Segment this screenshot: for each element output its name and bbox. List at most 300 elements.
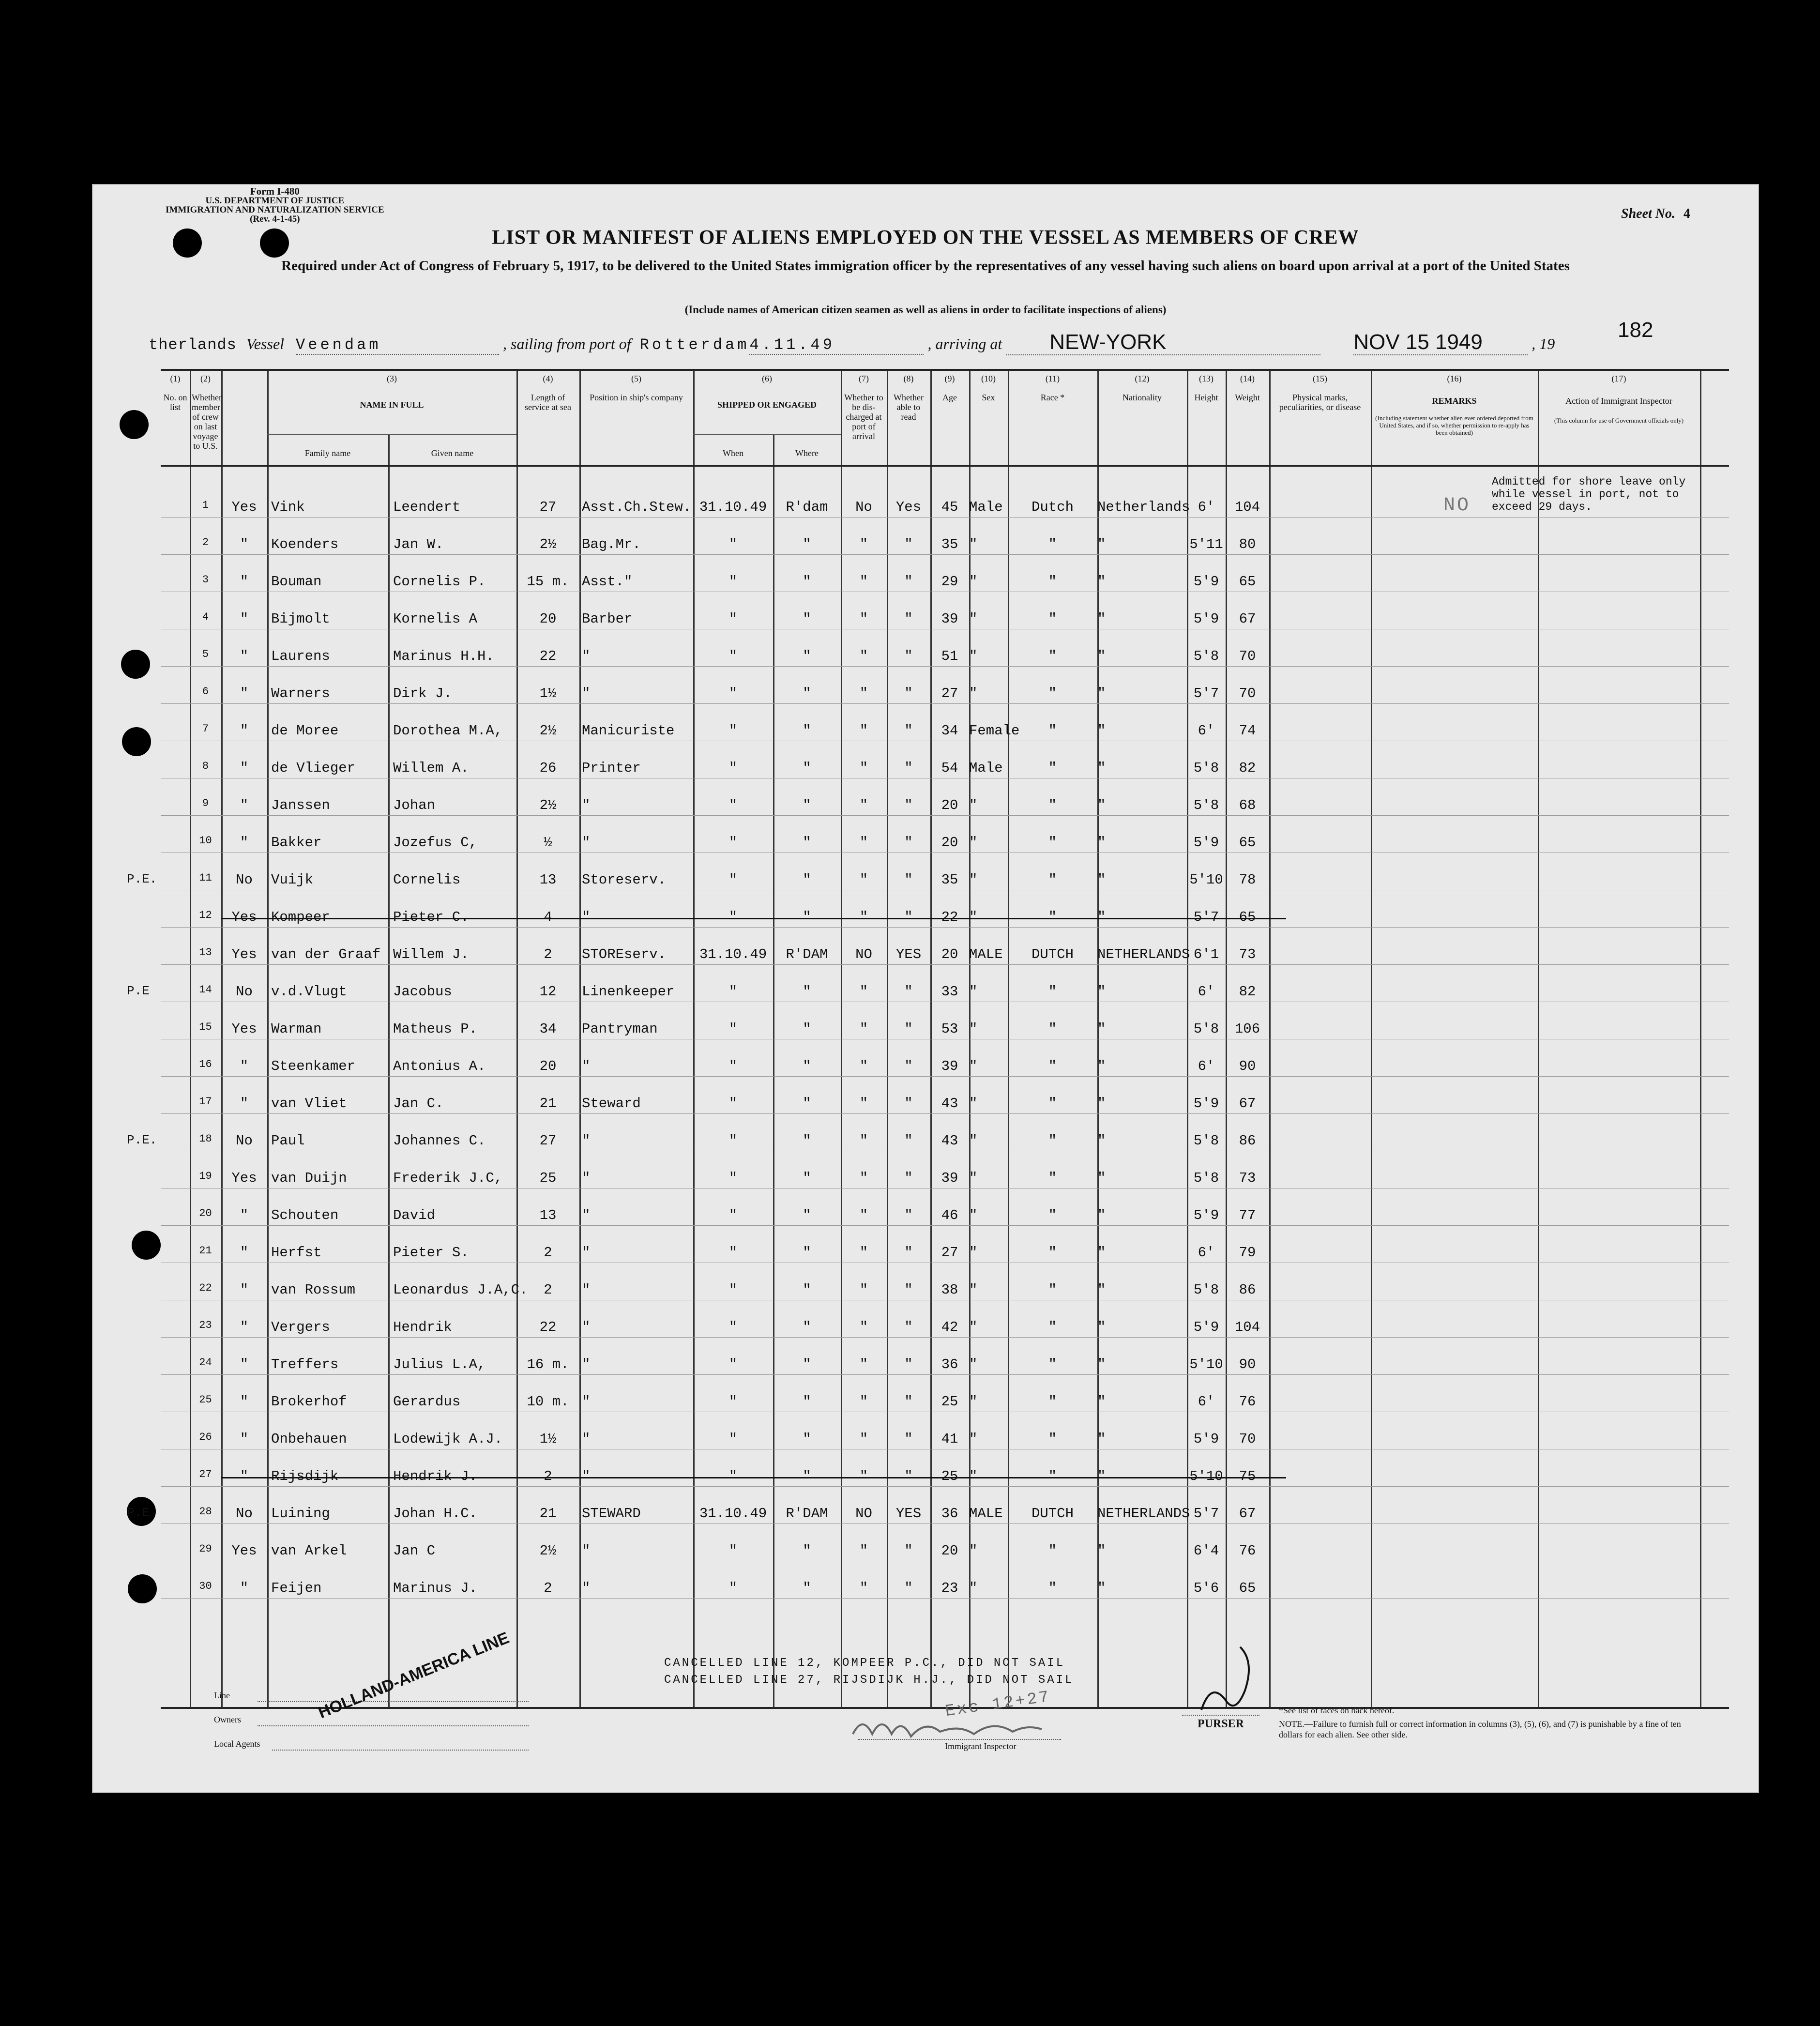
cell-fam: Koenders bbox=[271, 536, 339, 552]
cell-sex: " bbox=[969, 1319, 978, 1335]
cell-when: " bbox=[728, 1133, 738, 1149]
cell-n: 14 bbox=[199, 984, 212, 996]
cell-ht: 5'11 bbox=[1189, 536, 1223, 552]
cell-n: 17 bbox=[199, 1096, 212, 1108]
cell-read: " bbox=[904, 648, 913, 664]
cell-when: " bbox=[728, 872, 738, 888]
cell-nat: " bbox=[1097, 760, 1106, 776]
cell-dis: " bbox=[859, 835, 868, 851]
cell-pos: " bbox=[582, 797, 591, 813]
column-number: (15) bbox=[1313, 374, 1327, 383]
cell-pos: STEWARD bbox=[582, 1506, 641, 1522]
cell-dis: No bbox=[855, 499, 872, 515]
column-number: (4) bbox=[543, 374, 553, 383]
cell-dis: " bbox=[859, 1096, 868, 1112]
cell-giv: Leonardus J.A,C. bbox=[393, 1282, 528, 1298]
cell-fam: van der Graaf bbox=[271, 946, 381, 962]
column-number: (11) bbox=[1045, 374, 1060, 383]
cell-race: " bbox=[1048, 574, 1057, 590]
cell-where: " bbox=[803, 648, 811, 664]
cell-age: 25 bbox=[941, 1394, 958, 1410]
cell-nat: " bbox=[1097, 1394, 1106, 1410]
cell-ht: 6' bbox=[1198, 499, 1215, 515]
cell-where: " bbox=[803, 760, 811, 776]
cell-pos: " bbox=[582, 1468, 591, 1484]
cell-sex: Male bbox=[969, 499, 1003, 515]
cell-nat: " bbox=[1097, 685, 1106, 701]
cell-race: " bbox=[1048, 1319, 1057, 1335]
cell-dis: " bbox=[859, 574, 868, 590]
cell-len: 13 bbox=[539, 1207, 557, 1223]
exception-note: Exc 12+27 bbox=[944, 1688, 1052, 1721]
cell-age: 46 bbox=[941, 1207, 958, 1223]
cell-fam: Warners bbox=[271, 685, 330, 701]
cell-age: 36 bbox=[941, 1506, 958, 1522]
cell-voy: " bbox=[240, 1394, 249, 1410]
cell-nat: " bbox=[1097, 723, 1106, 739]
cell-where: " bbox=[803, 872, 811, 888]
cell-giv: Jan W. bbox=[393, 536, 444, 552]
row-divider bbox=[161, 703, 1729, 704]
cell-n: 28 bbox=[199, 1506, 212, 1518]
cell-len: 27 bbox=[539, 1133, 557, 1149]
cell-pos: " bbox=[582, 1431, 591, 1447]
cell-wt: 73 bbox=[1239, 1170, 1256, 1186]
sailing-label: , sailing from port of bbox=[503, 335, 631, 352]
cell-sex: " bbox=[969, 835, 978, 851]
cell-voy: " bbox=[240, 1096, 249, 1112]
cell-when: " bbox=[728, 685, 738, 701]
cell-n: 12 bbox=[199, 909, 212, 921]
cell-voy: " bbox=[240, 1282, 249, 1298]
cell-when: " bbox=[728, 760, 738, 776]
cell-pos: " bbox=[582, 1356, 591, 1372]
cell-when: " bbox=[728, 648, 738, 664]
cell-when: " bbox=[728, 1319, 738, 1335]
column-number: (9) bbox=[944, 374, 955, 383]
cell-where: " bbox=[803, 1394, 811, 1410]
column-header-sex: Sex bbox=[982, 393, 995, 402]
cell-read: " bbox=[904, 1133, 913, 1149]
cell-dis: " bbox=[859, 1356, 868, 1372]
purser-label: PURSER bbox=[1182, 1715, 1259, 1731]
cell-n: 4 bbox=[202, 611, 209, 623]
cell-voy: " bbox=[240, 797, 249, 813]
vessel-name: Veendam bbox=[296, 336, 499, 355]
cell-giv: Jan C bbox=[393, 1543, 436, 1559]
column-header-member-last-voyage: Whether member of crew on last voyage to U.S. bbox=[192, 393, 222, 451]
cell-read: " bbox=[904, 1580, 913, 1596]
cell-giv: Johannes C. bbox=[393, 1133, 486, 1149]
cell-ht: 5'9 bbox=[1193, 1319, 1219, 1335]
cell-age: 51 bbox=[941, 648, 958, 664]
cell-race: " bbox=[1048, 1282, 1057, 1298]
cell-dis: " bbox=[859, 1021, 868, 1037]
cell-when: " bbox=[728, 1245, 738, 1261]
pe-mark: P.E. bbox=[127, 1133, 157, 1147]
cell-race: " bbox=[1048, 611, 1057, 627]
cell-age: 34 bbox=[941, 723, 958, 739]
column-header-action: Action of Immigrant Inspector bbox=[1565, 396, 1672, 406]
cell-age: 20 bbox=[941, 1543, 958, 1559]
cell-fam: v.d.Vlugt bbox=[271, 984, 347, 1000]
cell-wt: 74 bbox=[1239, 723, 1256, 739]
cell-where: " bbox=[803, 1096, 811, 1112]
cell-pos: Barber bbox=[582, 611, 633, 627]
cell-pos: Printer bbox=[582, 760, 641, 776]
cell-giv: Lodewijk A.J. bbox=[393, 1431, 503, 1447]
cell-read: " bbox=[904, 835, 913, 851]
page-title: LIST OR MANIFEST OF ALIENS EMPLOYED ON THE VESSEL AS MEMBERS OF CREW bbox=[492, 227, 1359, 249]
cell-giv: Willem J. bbox=[393, 946, 469, 962]
cell-race: " bbox=[1048, 536, 1057, 552]
cell-giv: Pieter S. bbox=[393, 1245, 469, 1261]
cell-dis: " bbox=[859, 1394, 868, 1410]
cell-read: YES bbox=[895, 1506, 922, 1522]
cell-giv: Gerardus bbox=[393, 1394, 461, 1410]
cell-sex: " bbox=[969, 574, 978, 590]
cell-wt: 65 bbox=[1239, 1580, 1256, 1596]
cell-ht: 5'7 bbox=[1193, 909, 1219, 925]
cell-pos: Storeserv. bbox=[582, 872, 667, 888]
cell-giv: Jacobus bbox=[393, 984, 452, 1000]
cell-ht: 5'7 bbox=[1193, 1506, 1219, 1522]
column-header-position: Position in ship's company bbox=[590, 393, 683, 402]
cell-where: " bbox=[803, 1580, 811, 1596]
cell-giv: Dorothea M.A, bbox=[393, 723, 503, 739]
cell-nat: " bbox=[1097, 536, 1106, 552]
cell-ht: 5'9 bbox=[1193, 574, 1219, 590]
manifest-number: 182 bbox=[1618, 318, 1653, 342]
cell-age: 43 bbox=[941, 1133, 958, 1149]
cell-len: 12 bbox=[539, 984, 557, 1000]
cell-race: " bbox=[1048, 760, 1057, 776]
cell-fam: Bakker bbox=[271, 835, 322, 851]
cell-where: R'DAM bbox=[786, 946, 828, 962]
cell-voy: Yes bbox=[231, 1021, 257, 1037]
cell-giv: Frederik J.C, bbox=[393, 1170, 503, 1186]
cell-len: ½ bbox=[544, 835, 552, 851]
cell-n: 21 bbox=[199, 1245, 212, 1257]
cell-nat: " bbox=[1097, 1096, 1106, 1112]
cell-age: 39 bbox=[941, 611, 958, 627]
cell-read: " bbox=[904, 536, 913, 552]
cell-ht: 5'8 bbox=[1193, 1133, 1219, 1149]
cell-read: " bbox=[904, 1431, 913, 1447]
cell-fam: de Moree bbox=[271, 723, 339, 739]
manifest-table bbox=[127, 369, 1729, 1709]
cell-len: 13 bbox=[539, 872, 557, 888]
cell-race: " bbox=[1048, 872, 1057, 888]
cell-sex: " bbox=[969, 1431, 978, 1447]
cell-where: " bbox=[803, 1021, 811, 1037]
cell-n: 26 bbox=[199, 1431, 212, 1443]
cell-age: 42 bbox=[941, 1319, 958, 1335]
cell-pos: " bbox=[582, 1170, 591, 1186]
cell-fam: van Arkel bbox=[271, 1543, 347, 1559]
cell-when: " bbox=[728, 536, 738, 552]
cell-ht: 5'8 bbox=[1193, 760, 1219, 776]
cell-giv: Johan H.C. bbox=[393, 1506, 478, 1522]
cancel-note-2: CANCELLED LINE 27, RIJSDIJK H.J., DID NOT SAIL bbox=[664, 1674, 1074, 1687]
cell-dis: " bbox=[859, 1580, 868, 1596]
column-number: (12) bbox=[1135, 374, 1150, 383]
cell-dis: " bbox=[859, 1133, 868, 1149]
cell-dis: " bbox=[859, 797, 868, 813]
cell-read: " bbox=[904, 1021, 913, 1037]
cell-wt: 77 bbox=[1239, 1207, 1256, 1223]
revision: (Rev. 4-1-45) bbox=[250, 214, 300, 224]
cell-read: " bbox=[904, 1170, 913, 1186]
cell-dis: " bbox=[859, 536, 868, 552]
cell-race: " bbox=[1048, 1394, 1057, 1410]
cell-voy: " bbox=[240, 648, 249, 664]
cell-fam: Bouman bbox=[271, 574, 322, 590]
cell-n: 27 bbox=[199, 1468, 212, 1480]
cell-fam: Treffers bbox=[271, 1356, 339, 1372]
cell-voy: " bbox=[240, 1207, 249, 1223]
cell-fam: Herfst bbox=[271, 1245, 322, 1261]
cell-sex: " bbox=[969, 984, 978, 1000]
column-number: (2) bbox=[200, 374, 211, 383]
cell-voy: Yes bbox=[231, 1543, 257, 1559]
cell-len: 1½ bbox=[539, 1431, 557, 1447]
row-divider bbox=[161, 517, 1729, 518]
column-header-discharged: Whether to be dis-charged at port of arrival bbox=[844, 393, 883, 441]
cell-voy: " bbox=[240, 685, 249, 701]
cell-wt: 65 bbox=[1239, 909, 1256, 925]
cell-read: " bbox=[904, 1543, 913, 1559]
cell-race: " bbox=[1048, 835, 1057, 851]
row-divider bbox=[161, 666, 1729, 667]
cell-read: " bbox=[904, 1356, 913, 1372]
cell-voy: " bbox=[240, 1319, 249, 1335]
column-header-length-service: Length of service at sea bbox=[525, 393, 571, 412]
cell-where: " bbox=[803, 574, 811, 590]
cell-race: " bbox=[1048, 984, 1057, 1000]
cell-len: 2 bbox=[544, 1282, 552, 1298]
cell-giv: Matheus P. bbox=[393, 1021, 478, 1037]
cell-wt: 76 bbox=[1239, 1394, 1256, 1410]
row-divider bbox=[161, 927, 1729, 928]
cell-dis: " bbox=[859, 1319, 868, 1335]
local-agents-label: Local Agents bbox=[214, 1739, 260, 1749]
cell-pos: " bbox=[582, 1133, 591, 1149]
cell-ht: 6' bbox=[1198, 984, 1215, 1000]
cell-fam: Janssen bbox=[271, 797, 330, 813]
pe-mark: P.E bbox=[127, 984, 150, 998]
departure-port: Rotterdam bbox=[639, 336, 750, 354]
cell-len: 10 m. bbox=[527, 1394, 569, 1410]
cell-sex: " bbox=[969, 685, 978, 701]
cell-age: 39 bbox=[941, 1058, 958, 1074]
cell-fam: Kompeer bbox=[271, 909, 330, 925]
cell-wt: 106 bbox=[1234, 1021, 1260, 1037]
cell-voy: No bbox=[236, 872, 253, 888]
page-subnote: (Include names of American citizen seamen as well as aliens in order to facilitate inspections of aliens) bbox=[684, 304, 1167, 316]
cell-wt: 67 bbox=[1239, 611, 1256, 627]
cell-ht: 5'8 bbox=[1193, 1170, 1219, 1186]
cell-dis: " bbox=[859, 1543, 868, 1559]
cell-fam: Brokerhof bbox=[271, 1394, 347, 1410]
row-divider bbox=[161, 815, 1729, 816]
cell-read: " bbox=[904, 723, 913, 739]
cell-nat: " bbox=[1097, 1245, 1106, 1261]
arrival-port: NEW-YORK bbox=[1006, 330, 1320, 355]
cell-ht: 5'10 bbox=[1189, 1356, 1223, 1372]
cell-n: 24 bbox=[199, 1356, 212, 1369]
cell-ht: 5'9 bbox=[1193, 835, 1219, 851]
column-header-able-read: Whether able to read bbox=[894, 393, 924, 422]
cell-age: 39 bbox=[941, 1170, 958, 1186]
cell-n: 18 bbox=[199, 1133, 212, 1145]
row-divider bbox=[161, 1337, 1729, 1338]
cell-fam: van Rossum bbox=[271, 1282, 356, 1298]
cell-ht: 5'6 bbox=[1193, 1580, 1219, 1596]
cell-wt: 67 bbox=[1239, 1506, 1256, 1522]
cell-len: 21 bbox=[539, 1506, 557, 1522]
cell-giv: Cornelis bbox=[393, 872, 461, 888]
cell-race: " bbox=[1048, 1207, 1057, 1223]
cell-sex: " bbox=[969, 1543, 978, 1559]
cell-ht: 5'9 bbox=[1193, 1431, 1219, 1447]
cell-nat: " bbox=[1097, 1133, 1106, 1149]
cell-wt: 65 bbox=[1239, 574, 1256, 590]
cell-len: 22 bbox=[539, 1319, 557, 1335]
cell-read: " bbox=[904, 909, 913, 925]
cell-n: 8 bbox=[202, 760, 209, 772]
cell-pos: Manicuriste bbox=[582, 723, 675, 739]
column-number: (14) bbox=[1240, 374, 1255, 383]
cell-n: 13 bbox=[199, 946, 212, 959]
column-header-physical: Physical marks, peculiarities, or disease bbox=[1279, 393, 1361, 412]
cell-where: " bbox=[803, 1431, 811, 1447]
cell-voy: " bbox=[240, 1580, 249, 1596]
service: IMMIGRATION AND NATURALIZATION SERVICE bbox=[166, 205, 384, 215]
cell-giv: Hendrik J. bbox=[393, 1468, 478, 1484]
cell-sex: " bbox=[969, 909, 978, 925]
cell-when: 31.10.49 bbox=[699, 1506, 767, 1522]
row-divider bbox=[161, 1598, 1729, 1599]
punch-hole bbox=[122, 727, 151, 756]
cell-n: 1 bbox=[202, 499, 209, 511]
cell-fam: Rijsdijk bbox=[271, 1468, 339, 1484]
cell-dis: " bbox=[859, 909, 868, 925]
cell-fam: Laurens bbox=[271, 648, 330, 664]
cell-len: 26 bbox=[539, 760, 557, 776]
cell-len: 2 bbox=[544, 1245, 552, 1261]
cell-dis: " bbox=[859, 611, 868, 627]
column-header-given-name: Given name bbox=[431, 448, 474, 458]
cell-race: " bbox=[1048, 648, 1057, 664]
cell-nat: " bbox=[1097, 648, 1106, 664]
cell-sex: " bbox=[969, 1356, 978, 1372]
row-divider bbox=[161, 1113, 1729, 1114]
cell-race: " bbox=[1048, 797, 1057, 813]
cell-age: 38 bbox=[941, 1282, 958, 1298]
cell-race: " bbox=[1048, 1170, 1057, 1186]
cell-when: " bbox=[728, 1207, 738, 1223]
column-subheader-remarks-sub: (Including statement whether alien ever ordered deported from United States, and if so, whether permission to re-apply has been obtained) bbox=[1375, 414, 1533, 436]
cell-race: " bbox=[1048, 685, 1057, 701]
cell-read: Yes bbox=[895, 499, 922, 515]
cell-read: " bbox=[904, 685, 913, 701]
cell-read: " bbox=[904, 611, 913, 627]
cell-sex: " bbox=[969, 1282, 978, 1298]
cell-where: " bbox=[803, 1133, 811, 1149]
cell-when: " bbox=[728, 1170, 738, 1186]
cell-nat: Netherlands bbox=[1097, 499, 1190, 515]
cell-sex: " bbox=[969, 1394, 978, 1410]
row-divider bbox=[161, 1374, 1729, 1375]
cell-len: 27 bbox=[539, 499, 557, 515]
cell-where: " bbox=[803, 1245, 811, 1261]
cell-ht: 6' bbox=[1198, 1058, 1215, 1074]
cell-dis: NO bbox=[855, 1506, 872, 1522]
vessel-label: Vessel bbox=[246, 335, 285, 352]
cell-where: " bbox=[803, 835, 811, 851]
cell-sex: " bbox=[969, 1096, 978, 1112]
cell-dis: " bbox=[859, 1245, 868, 1261]
cell-wt: 76 bbox=[1239, 1543, 1256, 1559]
column-number: (10) bbox=[981, 374, 996, 383]
cell-len: 2½ bbox=[539, 797, 557, 813]
cell-wt: 80 bbox=[1239, 536, 1256, 552]
penalty-note: NOTE.—Failure to furnish full or correct information in columns (3), (5), (6), and (7) is punishable by a fine of ten dollars for each alien. See other side. bbox=[1279, 1719, 1681, 1739]
cell-giv: Jozefus C, bbox=[393, 835, 478, 851]
pe-mark: P.E. bbox=[127, 872, 157, 886]
cell-race: " bbox=[1048, 1543, 1057, 1559]
cell-race: " bbox=[1048, 1356, 1057, 1372]
cell-n: 9 bbox=[202, 797, 209, 809]
row-divider bbox=[161, 1486, 1729, 1487]
cell-sex: " bbox=[969, 797, 978, 813]
cell-voy: " bbox=[240, 1245, 249, 1261]
cell-voy: Yes bbox=[231, 1170, 257, 1186]
cell-age: 20 bbox=[941, 946, 958, 962]
cell-voy: No bbox=[236, 1133, 253, 1149]
sheet-label: Sheet No. bbox=[1621, 206, 1675, 221]
cell-sex: " bbox=[969, 1021, 978, 1037]
cell-age: 29 bbox=[941, 574, 958, 590]
cell-wt: 90 bbox=[1239, 1356, 1256, 1372]
cell-n: 25 bbox=[199, 1394, 212, 1406]
cell-wt: 78 bbox=[1239, 872, 1256, 888]
cell-wt: 67 bbox=[1239, 1096, 1256, 1112]
purser-signature bbox=[1182, 1642, 1259, 1724]
column-header-weight: Weight bbox=[1235, 393, 1260, 402]
cell-ht: 5'9 bbox=[1193, 1096, 1219, 1112]
cell-dis: NO bbox=[855, 946, 872, 962]
cell-voy: No bbox=[236, 1506, 253, 1522]
cell-fam: Vink bbox=[271, 499, 305, 515]
cell-sex: " bbox=[969, 611, 978, 627]
cell-len: 20 bbox=[539, 1058, 557, 1074]
cell-when: 31.10.49 bbox=[699, 946, 767, 962]
cell-n: 23 bbox=[199, 1319, 212, 1331]
cell-pos: STOREserv. bbox=[582, 946, 667, 962]
column-number: (17) bbox=[1611, 374, 1626, 383]
cell-where: " bbox=[803, 1170, 811, 1186]
cell-age: 41 bbox=[941, 1431, 958, 1447]
cell-when: " bbox=[728, 797, 738, 813]
cell-voy: " bbox=[240, 536, 249, 552]
column-header-nationality: Nationality bbox=[1122, 393, 1162, 402]
cell-pos: Pantryman bbox=[582, 1021, 658, 1037]
row-divider bbox=[161, 964, 1729, 965]
cell-race: DUTCH bbox=[1031, 1506, 1074, 1522]
column-header-where: Where bbox=[795, 448, 819, 458]
